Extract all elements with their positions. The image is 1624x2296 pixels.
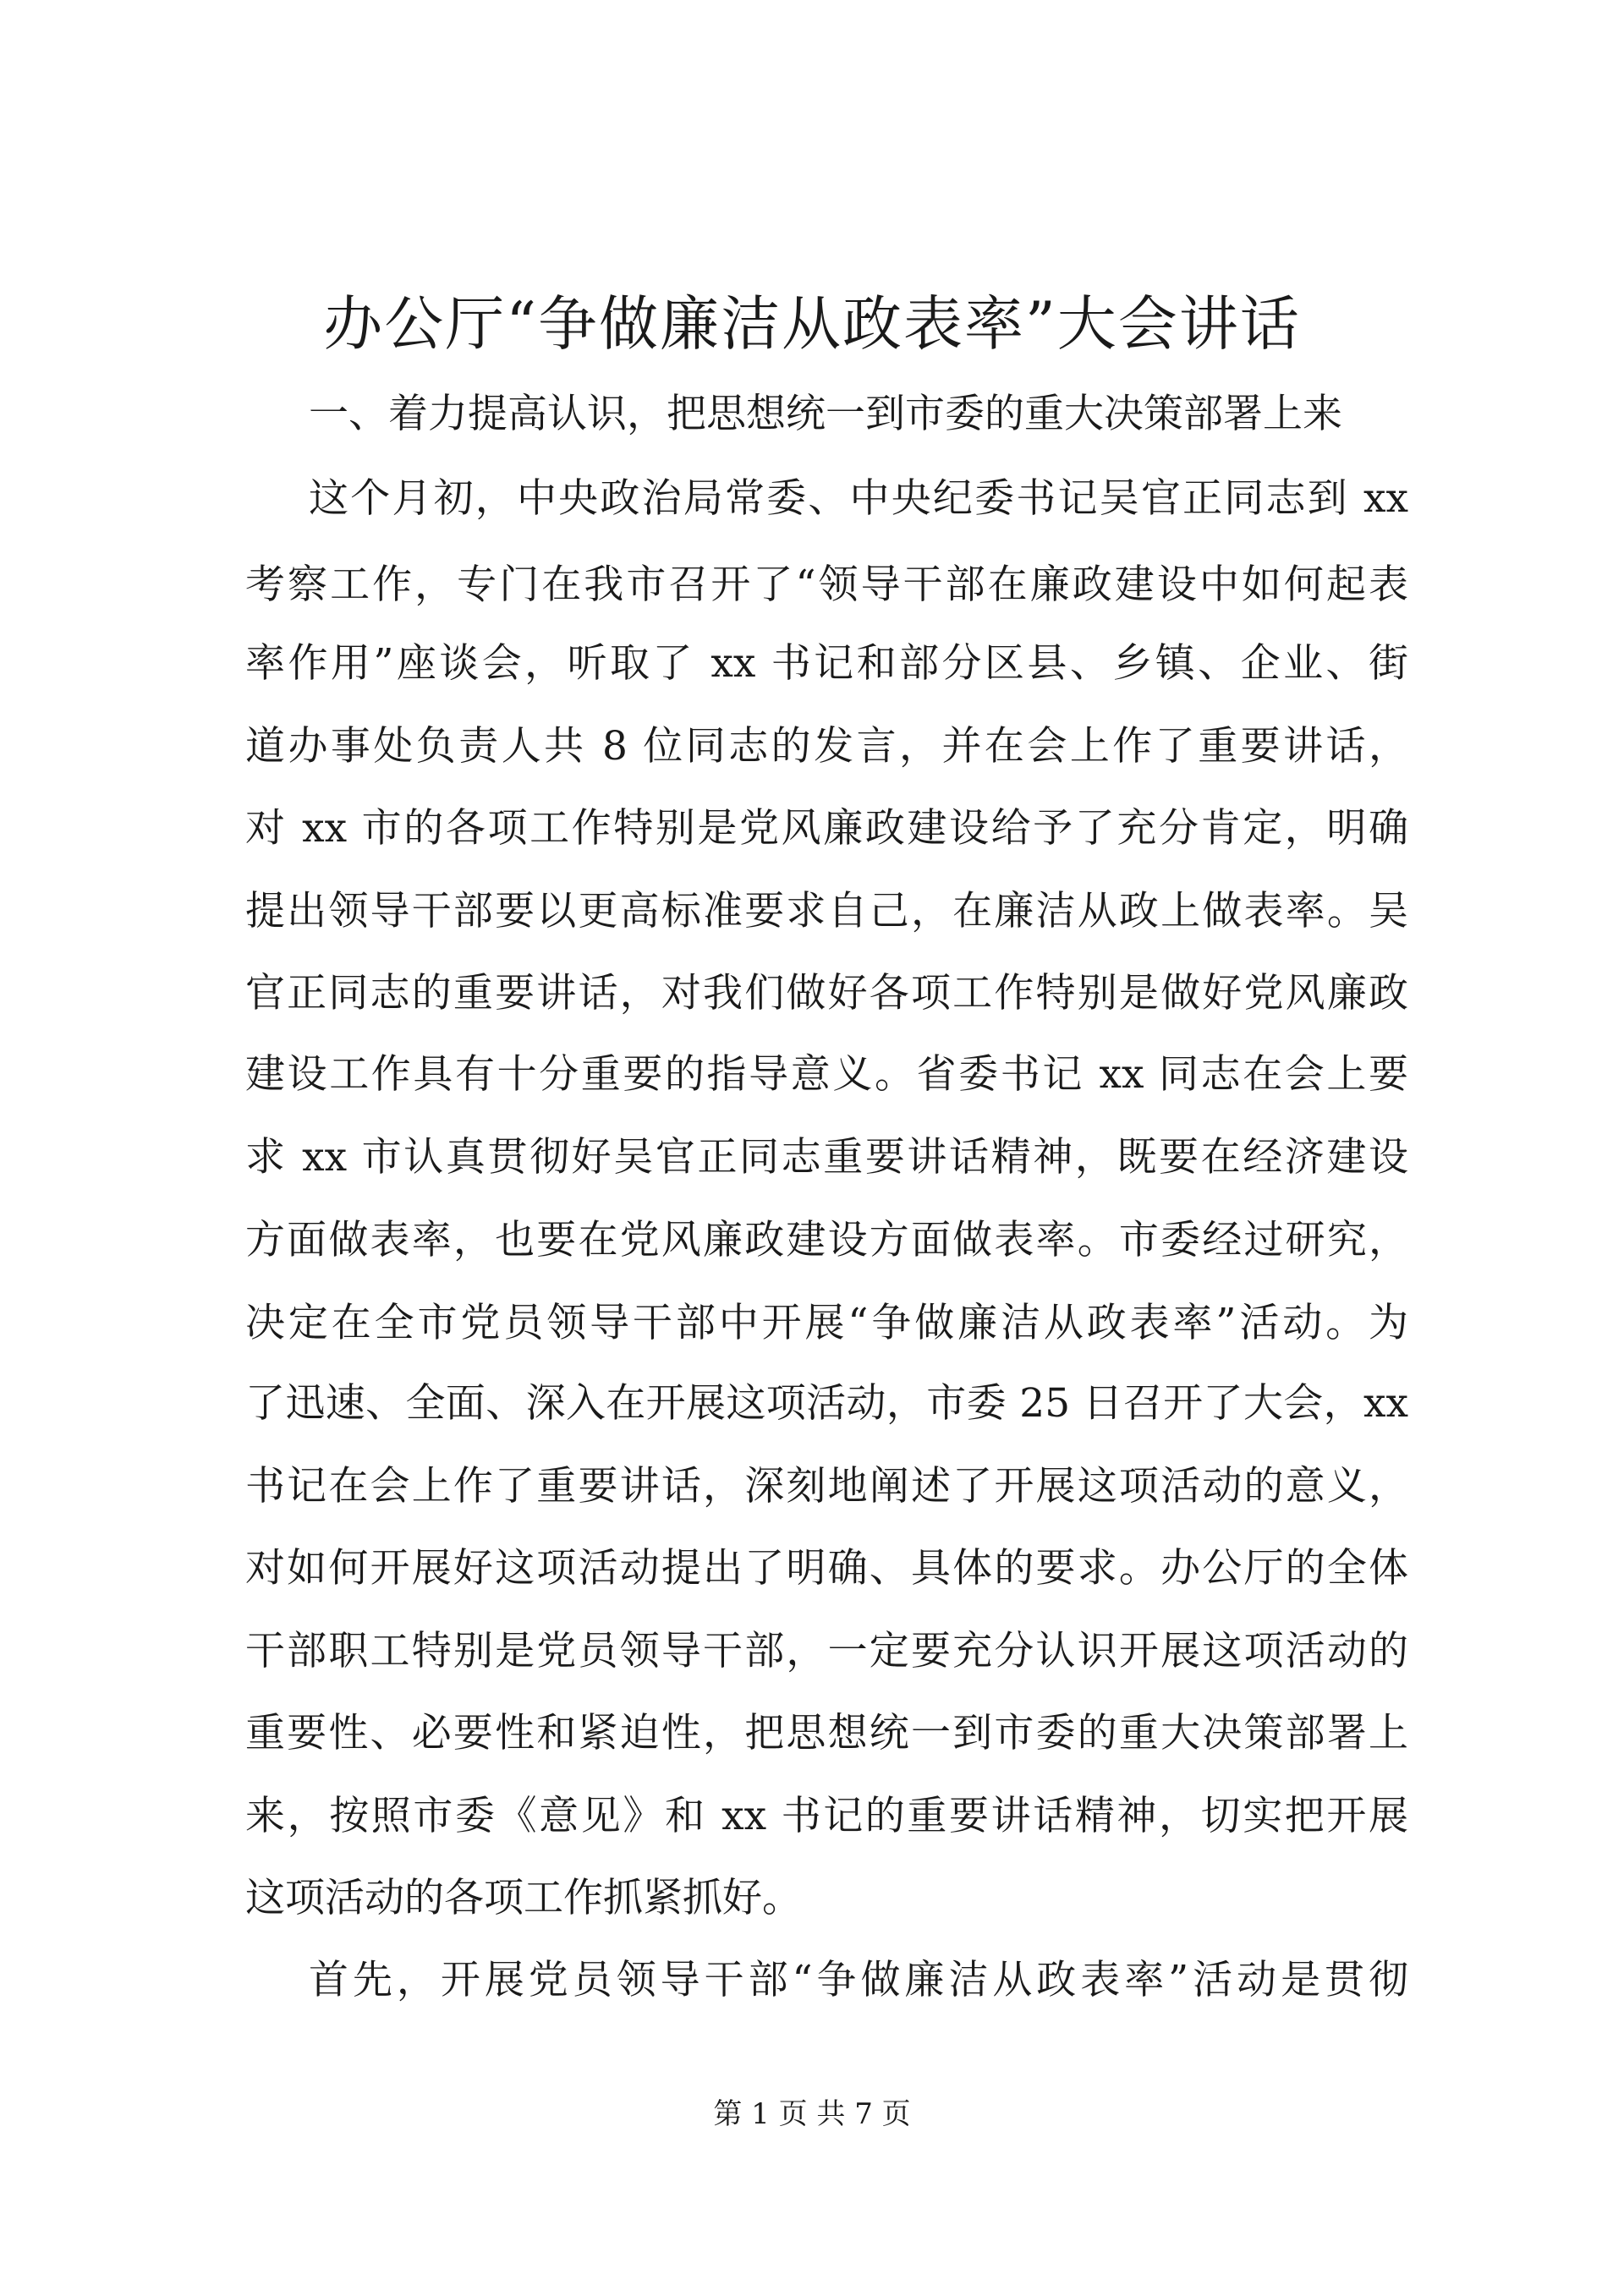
text-line: 提出领导干部要以更高标准要求自己，在廉洁从政上做表率。吴 (245, 888, 1408, 934)
text-line: 首先，开展党员领导干部“争做廉洁从政表率”活动是贯彻 (309, 1957, 1408, 2003)
text-line: 求 xx 市认真贯彻好吴官正同志重要讲话精神，既要在经济建设 (245, 1134, 1408, 1181)
text-line: 这项活动的各项工作抓紧抓好。 (245, 1875, 802, 1921)
text-line: 重要性、必要性和紧迫性，把思想统一到市委的重大决策部署上 (245, 1710, 1408, 1756)
text-line: 建设工作具有十分重要的指导意义。省委书记 xx 同志在会上要 (245, 1051, 1408, 1098)
text-line: 对如何开展好这项活动提出了明确、具体的要求。办公厅的全体 (245, 1545, 1408, 1592)
page-footer: 第 1 页 共 7 页 (713, 2097, 911, 2131)
text-line: 书记在会上作了重要讲话，深刻地阐述了开展这项活动的意义， (245, 1463, 1408, 1510)
text-line: 官正同志的重要讲话，对我们做好各项工作特别是做好党风廉政 (245, 970, 1408, 1016)
text-line: 来，按照市委《意见》和 xx 书记的重要讲话精神，切实把开展 (245, 1793, 1408, 1839)
document-title: 办公厅“争做廉洁从政表率”大会讲话 (323, 289, 1301, 359)
text-line: 这个月初，中央政治局常委、中央纪委书记吴官正同志到 xx (309, 475, 1408, 522)
text-line: 方面做表率，也要在党风廉政建设方面做表率。市委经过研究， (245, 1217, 1408, 1263)
text-line: 道办事处负责人共 8 位同志的发言，并在会上作了重要讲话， (245, 723, 1408, 770)
text-line: 决定在全市党员领导干部中开展“争做廉洁从政表率”活动。为 (245, 1300, 1408, 1346)
section-heading: 一、着力提高认识，把思想统一到市委的重大决策部署上来 (309, 391, 1342, 437)
text-line: 考察工作，专门在我市召开了“领导干部在廉政建设中如何起表 (245, 562, 1408, 608)
text-line: 率作用”座谈会，听取了 xx 书记和部分区县、乡镇、企业、街 (245, 640, 1408, 687)
text-line: 了迅速、全面、深入在开展这项活动，市委 25 日召开了大会，xx (245, 1380, 1408, 1427)
text-line: 干部职工特别是党员领导干部，一定要充分认识开展这项活动的 (245, 1628, 1408, 1674)
text-line: 对 xx 市的各项工作特别是党风廉政建设给予了充分肯定，明确 (245, 805, 1408, 852)
